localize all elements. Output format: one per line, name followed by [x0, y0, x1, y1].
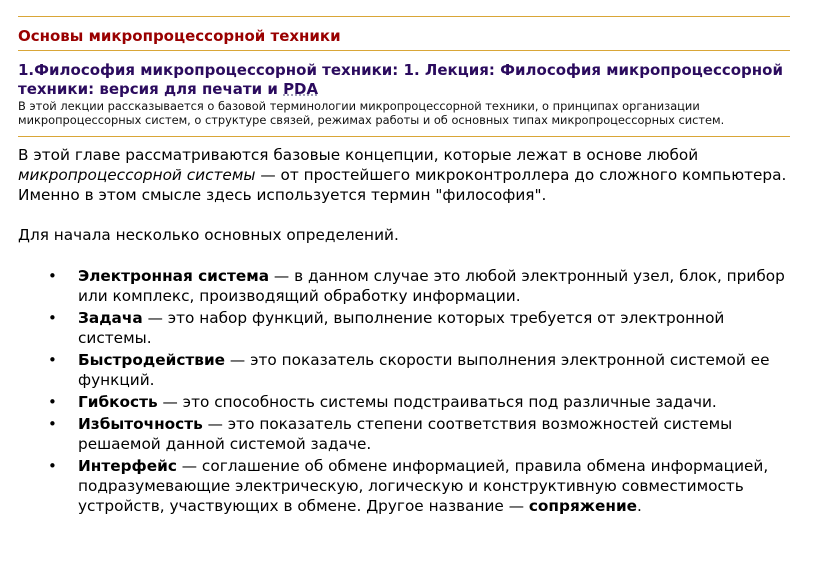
- definition-text: — это набор функций, выполнение которых требуется от электронной системы.: [78, 309, 725, 347]
- definition-term: Интерфейс: [78, 457, 177, 475]
- definition-item: [18, 392, 793, 412]
- top-divider: [18, 16, 790, 17]
- lecture-title-pda: PDA: [283, 80, 319, 98]
- intro-part-1: В этой главе рассматриваются базовые концепции, которые лежат в основе любой: [18, 146, 699, 164]
- definition-item: [18, 266, 793, 306]
- bullet-icon: •: [48, 267, 57, 285]
- bullet-icon: •: [48, 351, 57, 369]
- definition-item: [18, 456, 793, 516]
- definition-tail: .: [637, 497, 642, 515]
- definition-term-secondary: сопряжение: [528, 497, 638, 515]
- definition-text: — это показатель степени соответствия возможностей системы решаемой данной системой задаче.: [78, 415, 733, 453]
- definition-term: Электронная система: [78, 267, 270, 285]
- definition-item: [18, 414, 793, 454]
- course-title: Основы микропроцессорной техники: [18, 27, 341, 45]
- document-page: [18, 0, 793, 518]
- definition-item: [18, 308, 793, 348]
- header-divider: [18, 136, 790, 137]
- definition-text: — это показатель скорости выполнения электронной системой ее функций.: [78, 351, 770, 389]
- lecture-title-text: 1.Философия микропроцессорной техники: 1. Лекция: Философия микропроцессорной техники: версия для печати и: [18, 61, 783, 98]
- intro-emphasis: микропроцессорной системы: [18, 166, 256, 184]
- definition-text: — в данном случае это любой электронный узел, блок, прибор или комплекс, производящий обработку информации.: [78, 267, 785, 305]
- intro-part-2: — от простейшего микроконтроллера до сложного компьютера. Именно в этом смысле здесь используется термин "философия".: [18, 166, 787, 204]
- definition-term: Избыточность: [78, 415, 203, 433]
- definition-term: Гибкость: [78, 393, 158, 411]
- lead-paragraph: Для начала несколько основных определений.: [18, 226, 399, 244]
- lecture-title: [18, 61, 793, 99]
- bullet-icon: •: [48, 309, 57, 327]
- definition-text: — это способность системы подстраиваться под различные задачи.: [157, 393, 717, 411]
- lecture-description: В этой лекции рассказывается о базовой терминологии микропроцессорной техники, о принципах организации микропроцессорных систем, о структуре связей, режимах работы и об основных типах микропроцессорных систем.: [18, 99, 725, 127]
- definition-text: — соглашение об обмене информацией, правила обмена информацией, подразумевающие электрическую, логическую и конструктивную совместимость устройств, участвующих в обмене. Другое название —: [78, 457, 769, 515]
- bullet-icon: •: [48, 457, 57, 475]
- definition-item: [18, 350, 793, 390]
- bullet-icon: •: [48, 393, 57, 411]
- definition-term: Задача: [78, 309, 143, 327]
- definitions-list: [18, 266, 793, 516]
- definition-term: Быстродействие: [78, 351, 226, 369]
- course-divider: [18, 50, 790, 51]
- intro-paragraph: [18, 145, 793, 205]
- bullet-icon: •: [48, 415, 57, 433]
